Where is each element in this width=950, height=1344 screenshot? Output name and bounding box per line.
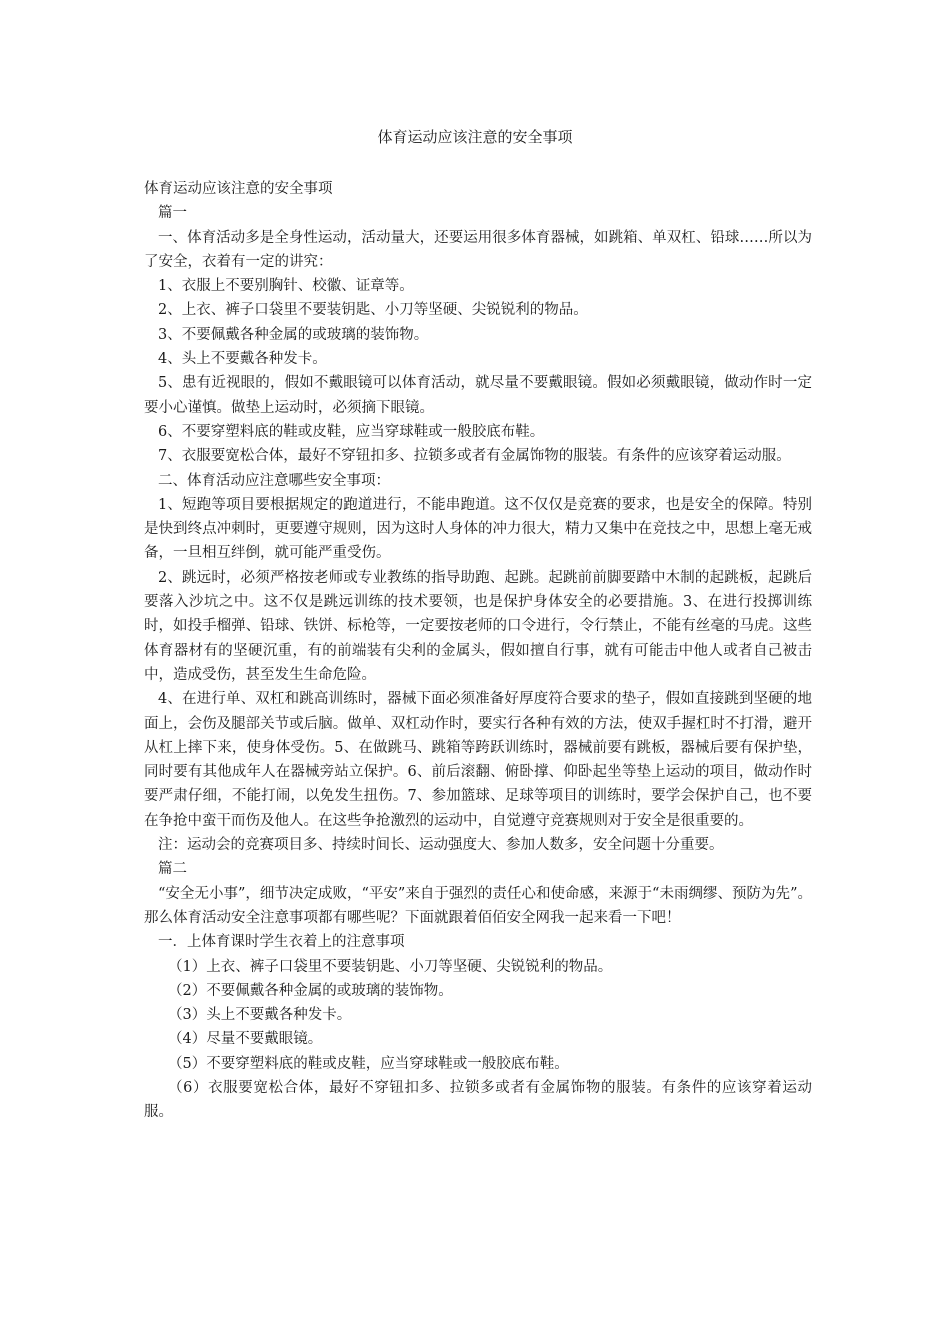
list-item: 4、头上不要戴各种发卡。 — [158, 351, 327, 368]
paragraph: “安全无小事”，细节决定成败，“平安”来自于强烈的责任心和使命感，来源于“未雨绸缪、预防为先”。那么体育活动安全注意事项都有哪些呢？下面就跟着佰佰安全网我一起来看一下吧！ — [144, 885, 812, 926]
list-item: （3）头上不要戴各种发卡。 — [168, 1007, 352, 1024]
document-body — [144, 177, 812, 1125]
list-item: （5）不要穿塑料底的鞋或皮鞋，应当穿球鞋或一般胶底布鞋。 — [168, 1055, 569, 1072]
list-item: 7、衣服要宽松合体，最好不穿钮扣多、拉锁多或者有金属饰物的服装。有条件的应该穿着运动服。 — [158, 448, 791, 465]
list-item: （1）上衣、裤子口袋里不要装钥匙、小刀等坚硬、尖锐锐利的物品。 — [168, 958, 613, 975]
list-item: 6、不要穿塑料底的鞋或皮鞋，应当穿球鞋或一般胶底布鞋。 — [158, 423, 545, 440]
list-item: （2）不要佩戴各种金属的或玻璃的装饰物。 — [168, 982, 453, 999]
document-title: 体育运动应该注意的安全事项 — [377, 128, 573, 146]
paragraph: 2、跳远时，必须严格按老师或专业教练的指导助跑、起跳。起跳前前脚要踏中木制的起跳板，起跳后要落入沙坑之中。这不仅是跳远训练的技术要领，也是保护身体安全的必要措施。3、在进行投掷训练时，如投手榴弹、铅球、铁饼、标枪等，一定要按老师的口令进行，令行禁止，不能有丝毫的马虎。这些体育器材有的坚硬沉重，有的前端装有尖利的金属头，假如擅自行事，就有可能击中他人或者自己被击中，造成受伤，甚至发生生命危险。 — [144, 569, 812, 683]
list-item: 5、患有近视眼的，假如不戴眼镜可以体育活动，就尽量不要戴眼镜。假如必须戴眼镜，做动作时一定要小心谨慎。做垫上运动时，必须摘下眼镜。 — [144, 375, 812, 416]
list-item: （4）尽量不要戴眼镜。 — [168, 1031, 323, 1048]
note: 注：运动会的竞赛项目多、持续时间长、运动强度大、参加人数多，安全问题十分重要。 — [158, 837, 724, 854]
paragraph: 4、在进行单、双杠和跳高训练时，器械下面必须准备好厚度符合要求的垫子，假如直接跳到坚硬的地面上，会伤及腿部关节或后脑。做单、双杠动作时，要实行各种有效的方法，使双手握杠时不打滑，避开从杠上摔下来，使身体受伤。5、在做跳马、跳箱等跨跃训练时，器械前要有跳板，器械后要有保护垫，同时要有其他成年人在器械旁站立保护。6、前后滚翻、俯卧撑、仰卧起坐等垫上运动的项目，做动作时要严肃仔细，不能打闹，以免发生扭伤。7、参加篮球、足球等项目的训练时，要学会保护自己，也不要在争抢中蛮干而伤及他人。在这些争抢激烈的运动中，自觉遵守竞赛规则对于安全是很重要的。 — [144, 691, 812, 829]
list-item: 2、上衣、裤子口袋里不要装钥匙、小刀等坚硬、尖锐锐利的物品。 — [158, 302, 588, 319]
list-item: 1、衣服上不要别胸针、校徽、证章等。 — [158, 278, 414, 295]
list-item: 3、不要佩戴各种金属的或玻璃的装饰物。 — [158, 326, 429, 343]
subsection-heading: 一．上体育课时学生衣着上的注意事项 — [158, 934, 405, 951]
paragraph: 1、短跑等项目要根据规定的跑道进行，不能串跑道。这不仅仅是竞赛的要求，也是安全的保障。特别是快到终点冲刺时，更要遵守规则，因为这时人身体的冲力很大，精力又集中在竞技之中，思想上毫无戒备，一旦相互绊倒，就可能严重受伤。 — [144, 496, 812, 562]
paragraph: 一、体育活动多是全身性运动，活动量大，还要运用很多体育器械，如跳箱、单双杠、铅球……所以为了安全，衣着有一定的讲究： — [144, 229, 812, 270]
section-heading: 体育运动应该注意的安全事项 — [144, 181, 333, 197]
list-item: （6）衣服要宽松合体，最好不穿钮扣多、拉锁多或者有金属饰物的服装。有条件的应该穿着运动服。 — [144, 1079, 812, 1121]
subsection-heading: 二、体育活动应注意哪些安全事项： — [158, 472, 390, 489]
part-label: 篇二 — [158, 861, 187, 878]
part-label: 篇一 — [158, 205, 187, 222]
